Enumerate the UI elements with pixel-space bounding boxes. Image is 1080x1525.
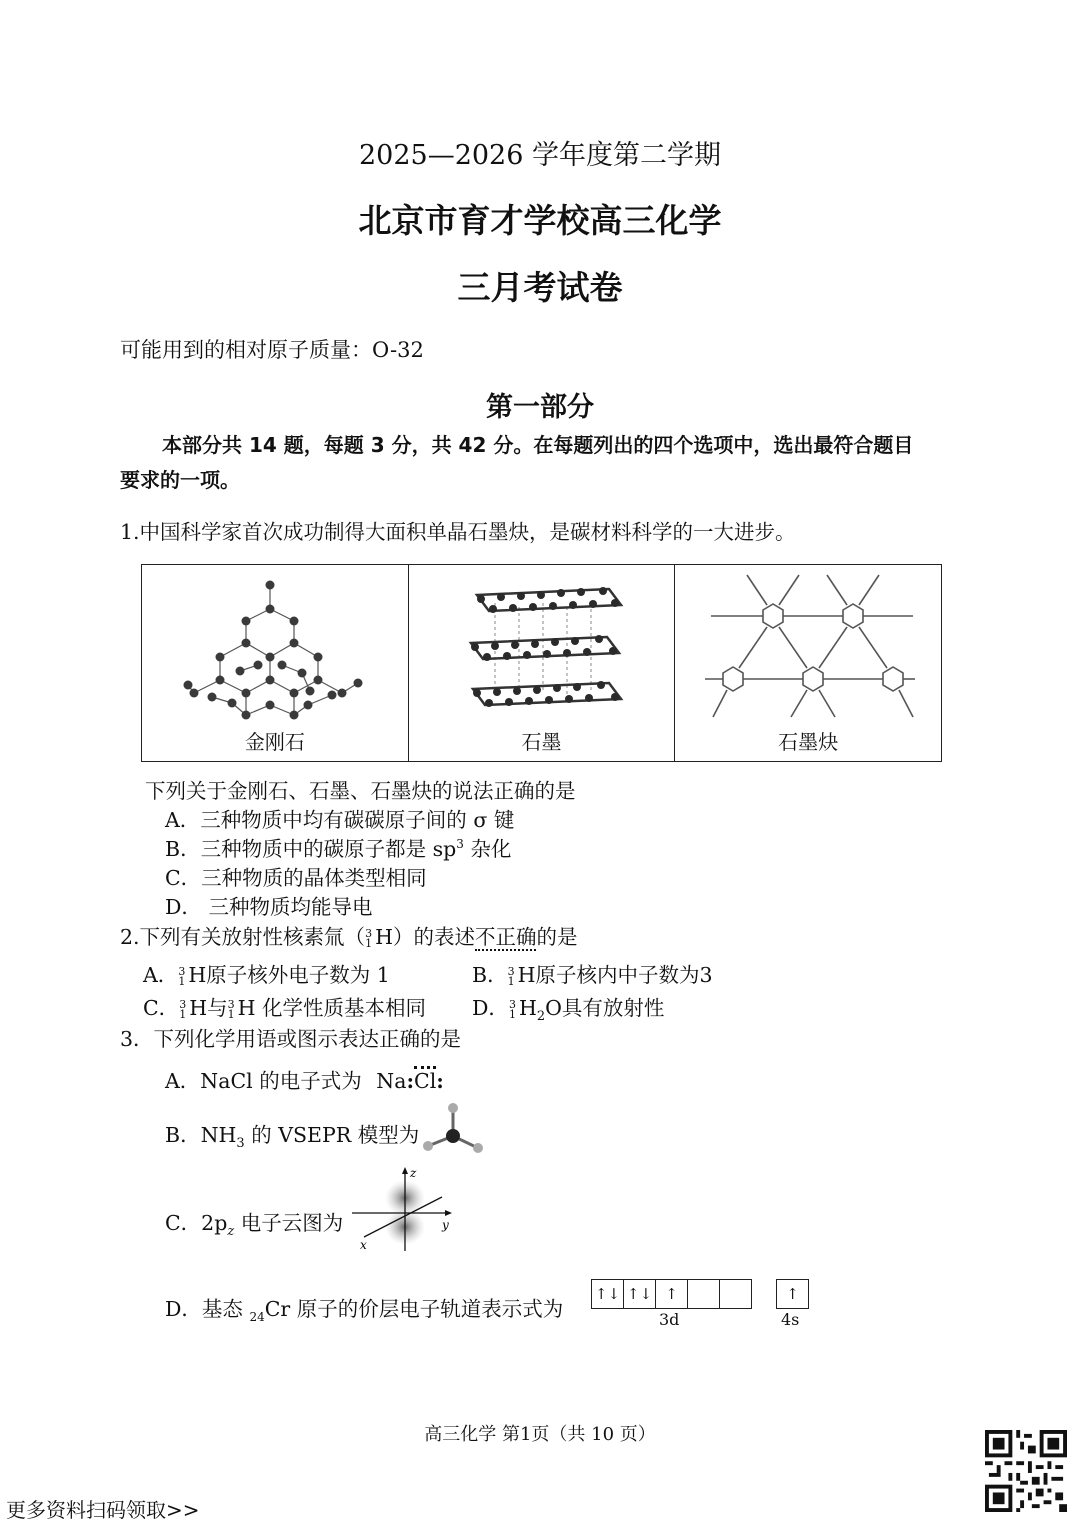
orbital-box	[688, 1280, 720, 1308]
figure-label-diamond: 金刚石	[244, 730, 305, 754]
orbital-3d-label: 3d	[659, 1310, 680, 1329]
q1-option-b: B．三种物质中的碳原子都是 $sp^3$ 杂化	[165, 837, 512, 861]
qr-code-image[interactable]	[985, 1430, 1067, 1512]
2pz-electron-cloud-image	[350, 1165, 460, 1255]
q2-option-d: D． 3 1 $H_2O$具有放射性	[472, 996, 665, 1025]
graphdiyne-figure	[675, 565, 941, 761]
graphite-figure	[409, 565, 676, 761]
orbital-box: ↑↓	[592, 1280, 624, 1308]
axis-x-label: x	[360, 1238, 367, 1252]
q2-option-b: B． 3 1 H原子核内中子数为3	[472, 963, 713, 988]
q2-stem: 2.下列有关放射性核素氚（ 3 1 H）的表述不正确的是	[120, 925, 578, 950]
q1-option-a: A．三种物质中均有碳碳原子间的 σ 键	[165, 808, 515, 832]
q2-option-a: A． 3 1 H原子核外电子数为 1	[143, 963, 390, 988]
figure-label-graphdiyne: 石墨炔	[778, 730, 839, 754]
part-instruction	[120, 428, 980, 498]
orbital-3d-boxes	[591, 1279, 752, 1309]
q3-stem: 3．下列化学用语或图示表达正确的是	[120, 1027, 462, 1051]
orbital-box	[720, 1280, 751, 1308]
q1-stem: 1.中国科学家首次成功制得大面积单晶石墨炔，是碳材料科学的一大进步。	[120, 520, 796, 544]
atomic-mass-note: 可能用到的相对原子质量：O-32	[120, 338, 424, 362]
part-title: 第一部分	[486, 392, 594, 423]
instruction-line2: 要求的一项。	[120, 468, 240, 492]
q3-option-c: C．$2p_z$ 电子云图为	[165, 1211, 344, 1240]
orbital-box: ↑	[786, 1285, 799, 1303]
exam-year: 2025—2026 学年度第二学期	[358, 140, 721, 171]
q1-prompt: 下列关于金刚石、石墨、石墨炔的说法正确的是	[145, 779, 576, 803]
q3-option-d: D．基态 $_{24}$Cr 原子的价层电子轨道表示式为	[165, 1297, 564, 1325]
more-resources-link[interactable]: 更多资料扫码领取>>	[6, 1498, 200, 1522]
q3-option-b: B．$NH_3$ 的 VSEPR 模型为	[165, 1123, 420, 1152]
school-title: 北京市育才学校高三化学	[358, 201, 722, 240]
emphasis-not-correct: 不正确	[474, 925, 537, 949]
nacl-electron-formula: Na:Cl:	[376, 1069, 444, 1093]
instruction-line1: 本部分共 14 题，每题 3 分，共 42 分。在每题列出的四个选项中，选出最符合题目	[162, 433, 914, 457]
orbital-box: ↑	[656, 1280, 688, 1308]
q3-option-a: A．NaCl 的电子式为 Na:Cl:	[165, 1064, 444, 1094]
axis-z-label: z	[410, 1166, 417, 1180]
diamond-figure	[142, 565, 409, 761]
nh3-vsepr-model-image	[418, 1100, 488, 1160]
page-footer: 高三化学 第1页（共 10 页）	[424, 1424, 656, 1445]
exam-title: 三月考试卷	[457, 268, 623, 307]
orbital-box: ↑↓	[624, 1280, 656, 1308]
figure-label-graphite: 石墨	[521, 730, 562, 754]
q1-figure-table	[141, 564, 942, 762]
q2-option-c: C． 3 1 H与 3 1 H 化学性质基本相同	[143, 996, 426, 1021]
orbital-4s-label: 4s	[781, 1310, 800, 1329]
orbital-4s-boxes	[776, 1279, 809, 1309]
nuclide-notation: 3 1	[365, 926, 373, 950]
q1-option-c: C．三种物质的晶体类型相同	[165, 866, 427, 890]
axis-y-label: y	[442, 1218, 449, 1232]
q1-option-d: D． 三种物质均能导电	[165, 895, 373, 919]
